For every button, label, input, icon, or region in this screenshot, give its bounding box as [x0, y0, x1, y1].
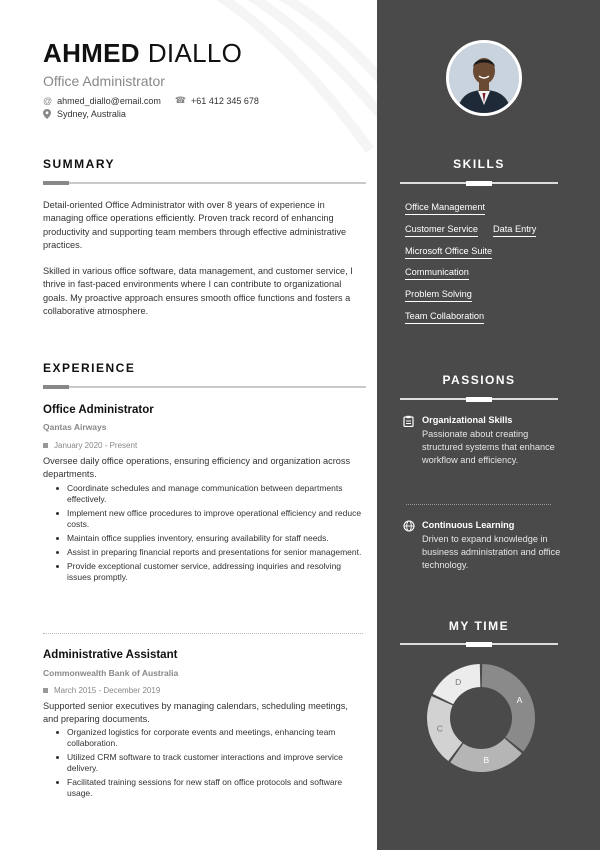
- list-item: Coordinate schedules and manage communication between departments effectively.: [67, 483, 365, 505]
- summary-paragraph-2: Skilled in various office software, data management, and customer service, I thrive in fast-paced environments where I can contribute to organizational goals. My proactive approach ensures smooth office functions and fosters a collaborative atmosphere.: [43, 266, 353, 317]
- list-item: Utilized CRM software to track customer interactions and improve service delivery.: [67, 752, 365, 774]
- passion-title: Continuous Learning: [422, 520, 515, 530]
- skills-divider: [400, 182, 558, 184]
- profile-photo: [449, 43, 519, 113]
- my-time-heading: MY TIME: [448, 619, 510, 633]
- passion-title: Organizational Skills: [422, 415, 513, 425]
- passion-separator: [406, 504, 551, 505]
- last-name: DIALLO: [147, 38, 243, 68]
- passion-description: Driven to expand knowledge in business administration and office technology.: [422, 534, 561, 571]
- avatar: [446, 40, 522, 116]
- list-item: Organized logistics for corporate events and meetings, enhancing team collaboration.: [67, 727, 365, 749]
- job-company: Commonwealth Bank of Australia: [43, 668, 179, 678]
- skill-tag: Communication: [405, 267, 469, 280]
- summary-heading: SUMMARY: [43, 157, 116, 171]
- calendar-icon: [43, 688, 48, 693]
- decorative-waves: [200, 0, 380, 160]
- job-separator: [43, 633, 363, 634]
- list-item: Provide exceptional customer service, addressing inquiries and resolving issues promptly.: [67, 561, 365, 583]
- skill-tag: Customer Service: [405, 224, 478, 237]
- job-dates-text: March 2015 - December 2019: [54, 686, 161, 695]
- location-text: Sydney, Australia: [57, 109, 126, 119]
- summary-paragraph-1: Detail-oriented Office Administrator with over 8 years of experience in managing office operations efficiently. Proven track record of enhancing productivity and supporting team members through effective administrative practices.: [43, 200, 347, 251]
- skills-heading: SKILLS: [453, 157, 505, 171]
- job-dates: [43, 441, 137, 450]
- job-description: Oversee daily office operations, ensuring efficiency and organization across departments.: [43, 456, 351, 479]
- job-dates: [43, 686, 160, 695]
- job-dates-text: January 2020 - Present: [54, 441, 138, 450]
- phone-icon: ☎: [174, 95, 187, 105]
- job-bullets: [67, 727, 365, 802]
- email-link[interactable]: ahmed_diallo@email.com: [57, 95, 161, 106]
- skill-tag: Team Collaboration: [405, 311, 484, 324]
- location-row: [43, 109, 126, 119]
- skill-tag: Data Entry: [493, 224, 536, 237]
- my-time-divider: [400, 643, 558, 645]
- donut-segment-c: [427, 696, 462, 761]
- donut-label: D: [455, 677, 462, 688]
- at-icon: @: [43, 95, 53, 106]
- skill-tag: Problem Solving: [405, 289, 472, 302]
- passions-divider: [400, 398, 558, 400]
- skill-tag: Microsoft Office Suite: [405, 246, 492, 259]
- donut-label: C: [436, 723, 443, 734]
- phone-link[interactable]: +61 412 345 678: [191, 95, 259, 106]
- experience-divider: [43, 386, 366, 388]
- experience-heading: EXPERIENCE: [43, 361, 136, 375]
- job-title: Administrative Assistant: [43, 649, 178, 661]
- skill-tag: Office Management: [405, 202, 485, 215]
- my-time-donut-chart: [426, 663, 536, 773]
- donut-label: B: [483, 755, 490, 766]
- passion-description: Passionate about creating structured systems that enhance workflow and efficiency.: [422, 429, 555, 466]
- first-name: AHMED: [43, 38, 140, 68]
- candidate-name: [43, 38, 242, 69]
- candidate-role: Office Administrator: [43, 73, 165, 89]
- summary-divider: [43, 182, 366, 184]
- globe-icon: [403, 520, 415, 532]
- contact-row: [43, 95, 259, 106]
- list-item: Implement new office procedures to improve operational efficiency and reduce costs.: [67, 508, 365, 530]
- list-item: Assist in preparing financial reports and presentations for senior management.: [67, 547, 365, 558]
- job-title: Office Administrator: [43, 404, 154, 416]
- donut-segment-a: [482, 664, 535, 751]
- passions-heading: PASSIONS: [442, 373, 516, 387]
- job-company: Qantas Airways: [43, 422, 107, 432]
- job-bullets: [67, 483, 365, 586]
- clipboard-icon: [403, 415, 414, 427]
- donut-label: A: [516, 694, 523, 705]
- location-pin-icon: [43, 109, 51, 119]
- job-description: Supported senior executives by managing calendars, scheduling meetings, and preparing documents.: [43, 701, 348, 724]
- list-item: Maintain office supplies inventory, ensuring availability for staff needs.: [67, 533, 365, 544]
- calendar-icon: [43, 443, 48, 448]
- list-item: Facilitated training sessions for new staff on office protocols and software usage.: [67, 777, 365, 799]
